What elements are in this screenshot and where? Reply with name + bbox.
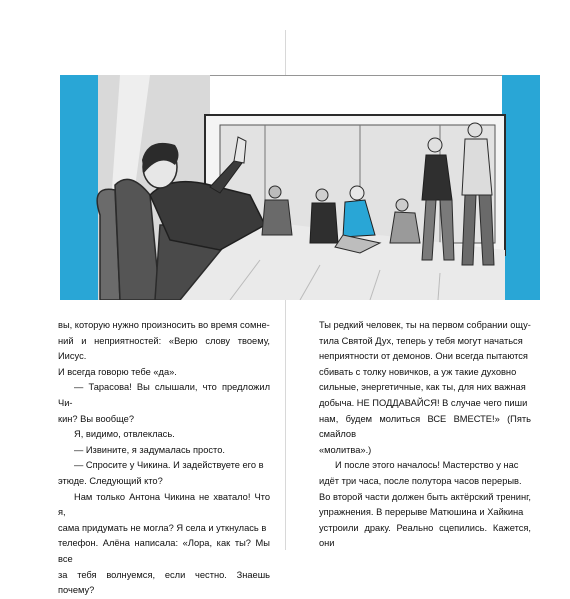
left-line-4: — Тарасова! Вы слышали, что предложил Чи- bbox=[58, 382, 270, 408]
right-line-13: устроили драку. Реально сцепились. Кажется, они bbox=[319, 522, 531, 549]
left-line-10: Нам только Антона Чикина не хватало! Что я, bbox=[58, 491, 270, 518]
left-line-1: вы, которую нужно произносить во время сомне- bbox=[58, 320, 270, 330]
right-line-4: сбивать с толку новичков, а уж такие духовно bbox=[319, 366, 517, 377]
left-line-7: — Извините, я задумалась просто. bbox=[74, 444, 225, 455]
right-page-text bbox=[319, 318, 531, 552]
left-line-5: кин? Вы вообще? bbox=[58, 413, 135, 424]
blue-panel-left bbox=[60, 75, 98, 300]
left-line-9: этюде. Следующий кто? bbox=[58, 475, 163, 486]
left-line-2: ний и неприятностей: «Верю слову твоему, Иисус. bbox=[58, 335, 270, 362]
left-line-8: — Спросите у Чикина. И задействуете его в bbox=[74, 460, 264, 471]
left-line-11: сама придумать не могла? Я села и уткнулась в bbox=[58, 522, 267, 533]
right-line-3: неприятности от демонов. Они всегда пытаются bbox=[319, 351, 528, 362]
illustration-drawing bbox=[60, 75, 540, 300]
right-line-5: сильные, энергетичные, как ты, для них важная bbox=[319, 382, 526, 393]
right-line-8: «молитва».) bbox=[319, 444, 372, 455]
right-line-2: тила Святой Дух, теперь у тебя могут начаться bbox=[319, 335, 523, 346]
right-line-12: упражнения. В перерыве Матюшина и Хайкина bbox=[319, 507, 524, 518]
right-line-1: Ты редкий человек, ты на первом собрании ощу- bbox=[319, 320, 531, 330]
left-page-text bbox=[58, 318, 270, 599]
right-line-7: нам, будем молиться ВСЕ ВМЕСТЕ!» (Пять смайлов bbox=[319, 413, 531, 440]
left-line-6: Я, видимо, отвлеклась. bbox=[74, 429, 175, 440]
classroom-illustration bbox=[60, 75, 540, 300]
blue-panel-right bbox=[502, 75, 540, 300]
left-line-3: И всегда говорю тебе «да». bbox=[58, 366, 177, 377]
right-line-10: идёт три часа, после полутора часов перерыв. bbox=[319, 475, 522, 486]
left-line-13: за тебя волнуемся, если честно. Знаешь почему? bbox=[58, 569, 270, 596]
right-line-6: добыча. НЕ ПОДДАВАЙСЯ! В случае чего пиши bbox=[319, 397, 528, 408]
right-line-9: И после этого началось! Мастерство у нас bbox=[335, 460, 519, 471]
left-line-12: телефон. Алёна написала: «Лора, как ты? Мы все bbox=[58, 538, 270, 564]
right-line-11: Во второй части должен быть актёрский тренинг, bbox=[319, 491, 531, 502]
